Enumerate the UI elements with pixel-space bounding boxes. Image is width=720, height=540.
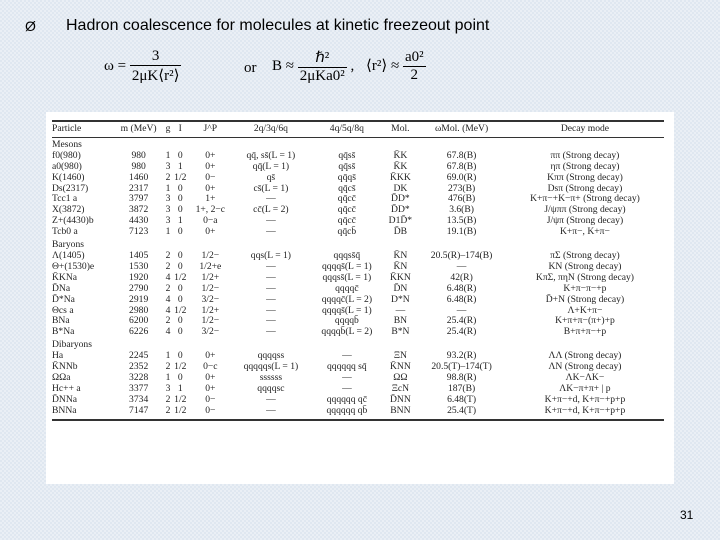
- table-cell: —: [266, 215, 276, 227]
- table-cell: qqqqqq qc̄: [326, 393, 367, 405]
- binding-separator: ,: [350, 57, 355, 74]
- table-cell: K(1460): [52, 171, 85, 183]
- table-cell: Hc++ a: [52, 382, 81, 394]
- table-cell: qqqqc̄: [335, 282, 359, 294]
- table-cell: BNNa: [52, 406, 113, 420]
- header-quark-content: 2q/3q/6q: [232, 121, 311, 137]
- table-cell: 3797: [129, 193, 149, 205]
- binding-fraction: [298, 48, 347, 85]
- table-cell: 25.4(R): [446, 315, 477, 327]
- bullet-marker: Ø: [25, 18, 36, 34]
- table-cell: qq̄(L = 1): [252, 160, 290, 172]
- table-cell: D̄D*: [391, 204, 410, 216]
- table-cell: J/ψπ (Strong decay): [546, 215, 624, 227]
- table-cell: —: [266, 304, 276, 316]
- slide-heading: Hadron coalescence for molecules at kinetic freezeout point: [66, 17, 490, 34]
- radius-numerator: a0²: [404, 49, 424, 65]
- table-cell: Ds(2317): [52, 182, 89, 194]
- table-cell: 1: [177, 215, 183, 227]
- table-cell: BNa: [52, 315, 70, 327]
- table-cell: ππ (Strong decay): [550, 149, 620, 161]
- table-cell: K+π−π−+p: [563, 282, 607, 294]
- table-cell: 2: [165, 260, 171, 272]
- table-cell: 1/2+: [201, 271, 220, 283]
- table-cell: 0−: [205, 393, 216, 405]
- radius-fraction: [403, 49, 426, 84]
- section-label: Baryons: [52, 239, 84, 251]
- table-cell: qq̄, ss̄(L = 1): [246, 149, 296, 161]
- table-cell: f0(980): [52, 149, 81, 161]
- table-cell: K̄K: [393, 160, 408, 172]
- radius-formula-lhs: ⟨r²⟩ ≈: [366, 57, 400, 74]
- table-cell: qqs(L = 1): [250, 249, 291, 261]
- table-cell: K+π−+d, K+π−+p+p: [544, 393, 626, 405]
- table-cell: 2: [165, 249, 171, 261]
- table-cell: K̄KNa: [52, 271, 78, 283]
- table-cell: qq̄cs̄: [338, 182, 356, 194]
- table-cell: D̄+N (Strong decay): [545, 293, 625, 305]
- table-cell: cc̄(L = 2): [253, 204, 289, 216]
- table-cell: qqqss̄(L = 1): [322, 271, 372, 283]
- table-cell: 2: [165, 171, 171, 183]
- table-cell: 20.5(T)–174(T): [431, 361, 492, 373]
- radius-denominator: 2: [410, 67, 419, 83]
- table-cell: 1: [165, 350, 171, 362]
- table-cell: —: [266, 326, 276, 338]
- table-cell: 0: [177, 226, 183, 238]
- table-cell: 1: [177, 382, 183, 394]
- table-cell: Θcs a: [52, 304, 74, 316]
- hadron-table-panel: [46, 112, 674, 484]
- table-cell: 1: [165, 371, 171, 383]
- table-cell: qq̄ss̄: [338, 160, 356, 172]
- table-cell: —: [342, 371, 352, 383]
- table-cell: qqqqs̄(L = 1): [321, 260, 372, 272]
- table-cell: Z+(4430)b: [52, 215, 94, 227]
- header-molecule: Mol.: [384, 121, 418, 137]
- table-cell: K̄N: [393, 260, 408, 272]
- table-cell: 187(B): [447, 382, 476, 394]
- table-cell: 7123: [129, 226, 149, 238]
- binding-numerator: ℏ²: [298, 48, 347, 68]
- table-cell: 42(R): [450, 271, 473, 283]
- table-cell: ηπ (Strong decay): [550, 160, 620, 172]
- table-cell: —: [266, 293, 276, 305]
- table-cell: Λ(1405): [52, 249, 85, 261]
- table-cell: 3: [165, 204, 171, 216]
- table-cell: Kππ (Strong decay): [547, 171, 623, 183]
- table-cell: D̄NN: [389, 393, 411, 405]
- table-cell: 3: [165, 382, 171, 394]
- header-omega: ωMol. (MeV): [417, 121, 506, 137]
- table-row: [52, 227, 664, 238]
- table-cell: 0: [177, 293, 183, 305]
- table-cell: ΛΛ (Strong decay): [548, 350, 622, 362]
- table-cell: 6.48(R): [446, 293, 477, 305]
- table-cell: ΛK−ΛK−: [565, 371, 605, 383]
- table-cell: 0+: [205, 182, 216, 194]
- table-cell: DK: [393, 182, 408, 194]
- table-row: [52, 162, 664, 173]
- table-cell: X(3872): [52, 204, 85, 216]
- table-cell: BN: [393, 315, 408, 327]
- table-cell: 1/2−: [201, 249, 220, 261]
- table-cell: 4: [165, 326, 171, 338]
- table-cell: qqqqqq sq̄: [327, 361, 367, 373]
- table-cell: 1: [177, 160, 183, 172]
- table-cell: K+π−, K+π−: [559, 226, 610, 238]
- table-cell: D̄Na: [52, 282, 71, 294]
- binding-formula: [272, 48, 426, 85]
- table-cell: ΛK−π+π+ | p: [559, 382, 611, 394]
- table-cell: 6200: [129, 315, 149, 327]
- table-cell: 0: [177, 249, 183, 261]
- table-body: [52, 137, 664, 419]
- table-cell: 4430: [129, 215, 149, 227]
- omega-denominator: 2μK⟨r²⟩: [131, 68, 180, 84]
- table-cell: 0+: [205, 371, 216, 383]
- table-cell: 3: [165, 160, 171, 172]
- table-cell: 0: [177, 350, 183, 362]
- table-cell: B*N: [391, 326, 410, 338]
- table-cell: KπΣ, πηN (Strong decay): [535, 271, 634, 283]
- table-cell: —: [266, 193, 276, 205]
- table-cell: ΛN (Strong decay): [548, 361, 622, 373]
- table-cell: 67.8(B): [446, 149, 477, 161]
- table-cell: 3377: [129, 382, 149, 394]
- table-cell: qq̄cc̄: [337, 215, 356, 227]
- table-cell: —: [266, 260, 276, 272]
- table-cell: 1/2: [174, 171, 187, 183]
- table-cell: D̄D*: [391, 193, 410, 205]
- table-cell: —: [266, 271, 276, 283]
- table-cell: D̄B: [393, 226, 408, 238]
- table-cell: 0+: [205, 226, 216, 238]
- section-label: Dibaryons: [52, 339, 92, 351]
- table-cell: qq̄ss̄: [338, 149, 356, 161]
- header-g: g: [165, 121, 172, 137]
- table-row: [52, 173, 664, 184]
- binding-denominator: 2μKa0²: [299, 68, 345, 84]
- table-cell: 4: [165, 271, 171, 283]
- table-cell: 1/2+: [201, 304, 220, 316]
- table-cell: —: [342, 350, 352, 362]
- table-cell: 1+: [205, 193, 216, 205]
- table-cell: Dsπ (Strong decay): [547, 182, 623, 194]
- table-cell: qqqqc̄(L = 2): [321, 293, 373, 305]
- table-cell: 2980: [129, 304, 149, 316]
- formula-or: or: [244, 60, 257, 76]
- table-cell: 2317: [129, 182, 149, 194]
- table-cell: 980: [131, 160, 146, 172]
- table-cell: 3/2−: [201, 293, 220, 305]
- table-cell: 2790: [129, 282, 149, 294]
- table-row: [52, 284, 664, 295]
- table-cell: J/ψππ (Strong decay): [544, 204, 626, 216]
- table-cell: —: [456, 260, 467, 272]
- table-cell: 1/2+e: [199, 260, 222, 272]
- table-row: [52, 406, 664, 420]
- header-particle: Particle: [52, 121, 113, 137]
- header-jp: J^P: [189, 121, 231, 137]
- table-cell: 20.5(R)–174(B): [430, 249, 493, 261]
- omega-formula-lhs: ω =: [104, 57, 127, 74]
- table-cell: 1460: [129, 171, 149, 183]
- table-cell: 0: [177, 204, 183, 216]
- table-cell: 6226: [129, 326, 149, 338]
- table-cell: 1: [165, 149, 171, 161]
- table-cell: 2245: [129, 350, 149, 362]
- table-cell: 1+, 2−c: [195, 204, 226, 216]
- table-cell: πΣ (Strong decay): [550, 249, 620, 261]
- table-cell: K̄KN: [389, 271, 411, 283]
- table-cell: 13.5(B): [446, 215, 477, 227]
- table-cell: 476(B): [447, 193, 476, 205]
- table-cell: 0+: [205, 350, 216, 362]
- table-cell: qqqqqs(L = 1): [243, 361, 299, 373]
- table-cell: BNN: [384, 406, 418, 420]
- table-row: [52, 295, 664, 306]
- table-cell: 0−a: [203, 215, 218, 227]
- table-cell: 0: [177, 282, 183, 294]
- table-cell: 1920: [129, 271, 149, 283]
- table-cell: 1530: [129, 260, 149, 272]
- table-cell: qqqqs̄(L = 1): [321, 304, 372, 316]
- table-cell: 2: [165, 315, 171, 327]
- table-cell: 3228: [129, 371, 149, 383]
- table-cell: a0(980): [52, 160, 82, 172]
- table-cell: 1/2: [171, 406, 189, 420]
- table-cell: 98.8(R): [446, 371, 477, 383]
- table-cell: 1/2: [174, 393, 187, 405]
- table-cell: 1: [165, 182, 171, 194]
- table-cell: 1/2−: [201, 315, 220, 327]
- table-cell: 3872: [129, 204, 149, 216]
- table-cell: D̄*Na: [52, 293, 75, 305]
- table-cell: 0−c: [203, 361, 218, 373]
- table-cell: Λ+K+π−: [567, 304, 603, 316]
- table-cell: 0: [177, 315, 183, 327]
- table-cell: 1/2−: [201, 282, 220, 294]
- table-cell: 0+: [205, 149, 216, 161]
- omega-numerator: 3: [130, 48, 182, 66]
- table-cell: 2: [165, 406, 172, 420]
- table-cell: 3/2−: [201, 326, 220, 338]
- table-cell: qq̄qs̄: [337, 171, 356, 183]
- table-cell: qqqqb̄(L = 2): [321, 326, 373, 338]
- table-cell: 0: [177, 371, 183, 383]
- table-cell: qq̄cc̄: [337, 204, 356, 216]
- table-cell: qqqqb̄: [334, 315, 359, 327]
- table-cell: 0: [177, 326, 183, 338]
- table-cell: K̄KK: [389, 171, 411, 183]
- table-cell: 2: [165, 393, 171, 405]
- table-cell: K+π−+K−π+ (Strong decay): [530, 193, 640, 205]
- table-cell: —: [342, 382, 352, 394]
- table-cell: K+π−+d, K+π−+p+p: [506, 406, 664, 420]
- header-decay-mode: Decay mode: [506, 121, 664, 137]
- table-cell: ΩΩ: [393, 371, 408, 383]
- table-cell: 3: [165, 215, 171, 227]
- table-cell: 2: [165, 282, 171, 294]
- table-cell: 1405: [129, 249, 149, 261]
- table-cell: ΞN: [393, 350, 407, 362]
- table-cell: qs̄: [266, 171, 276, 183]
- table-cell: 6.48(R): [446, 282, 477, 294]
- table-cell: 0−: [189, 406, 231, 420]
- table-cell: 0−: [205, 171, 216, 183]
- table-cell: D̄NNa: [52, 393, 78, 405]
- binding-formula-lhs: B ≈: [272, 57, 294, 74]
- table-cell: ssssss: [259, 371, 283, 383]
- table-header-row: [52, 121, 664, 137]
- table-cell: 3734: [129, 393, 149, 405]
- table-cell: —: [266, 315, 276, 327]
- table-cell: 2352: [129, 361, 149, 373]
- table-cell: Tcb0 a: [52, 226, 78, 238]
- header-isospin: I: [171, 121, 189, 137]
- table-cell: 1/2: [174, 304, 187, 316]
- table-cell: D*N: [391, 293, 410, 305]
- table-cell: 0: [177, 182, 183, 194]
- section-label: Mesons: [52, 138, 82, 150]
- table-cell: D1D̄*: [388, 215, 413, 227]
- table-cell: 67.8(B): [446, 160, 477, 172]
- table-cell: 2919: [129, 293, 149, 305]
- table-cell: K̄N: [393, 249, 408, 261]
- table-cell: Ha: [52, 350, 64, 362]
- page-number: 31: [680, 508, 694, 522]
- table-cell: 19.1(B): [446, 226, 477, 238]
- omega-formula: [104, 48, 181, 85]
- table-cell: KN (Strong decay): [548, 260, 622, 272]
- table-section-row: [52, 137, 664, 150]
- table-cell: qqqqss: [257, 350, 285, 362]
- table-cell: cs̄(L = 1): [253, 182, 289, 194]
- table-cell: 1: [165, 226, 171, 238]
- table-cell: ΞcN: [391, 382, 410, 394]
- table-cell: qqqss̄q̄: [333, 249, 361, 261]
- table-cell: 4: [165, 293, 171, 305]
- table-cell: 0+: [205, 382, 216, 394]
- table-cell: 69.0(R): [446, 171, 477, 183]
- table-cell: —: [266, 393, 276, 405]
- table-cell: B*Na: [52, 326, 75, 338]
- table-cell: 0: [177, 260, 183, 272]
- table-cell: —: [395, 304, 406, 316]
- table-cell: K̄NN: [389, 361, 411, 373]
- table-cell: —: [456, 304, 467, 316]
- table-cell: 25.4(T): [417, 406, 506, 420]
- header-multiquark: 4q/5q/8q: [310, 121, 383, 137]
- table-cell: 0+: [205, 160, 216, 172]
- table-cell: 980: [131, 149, 146, 161]
- header-mass: m (MeV): [113, 121, 165, 137]
- table-cell: Θ+(1530)e: [52, 260, 95, 272]
- table-cell: qq̄cb̄: [337, 226, 357, 238]
- table-cell: B+π+π−+p: [563, 326, 607, 338]
- table-cell: Tcc1 a: [52, 193, 78, 205]
- table-cell: 7147: [113, 406, 165, 420]
- table-cell: 2: [165, 361, 171, 373]
- table-cell: 25.4(R): [446, 326, 477, 338]
- table-cell: 3.6(B): [449, 204, 474, 216]
- table-cell: qqqqsc: [257, 382, 285, 394]
- table-cell: 0: [177, 149, 183, 161]
- table-row: [52, 327, 664, 338]
- table-cell: —: [266, 282, 276, 294]
- table-cell: 3: [165, 193, 171, 205]
- table-cell: D̄N: [393, 282, 408, 294]
- table-cell: qq̄cc̄: [337, 193, 356, 205]
- table-cell: 0: [177, 193, 183, 205]
- table-cell: 93.2(R): [446, 350, 477, 362]
- table-cell: K̄NNb: [52, 361, 78, 373]
- omega-fraction: [130, 48, 182, 85]
- table-cell: 273(B): [447, 182, 476, 194]
- table-cell: qqqqqq qb̄: [310, 406, 383, 420]
- table-cell: K+π+π−(π+)+p: [555, 315, 615, 327]
- table-cell: 1/2: [174, 271, 187, 283]
- table-cell: —: [266, 226, 276, 238]
- hadron-table: [52, 120, 664, 421]
- table-cell: K̄K: [393, 149, 408, 161]
- table-cell: 1/2: [174, 361, 187, 373]
- table-cell: 6.48(T): [447, 393, 477, 405]
- table-cell: ΩΩa: [52, 371, 71, 383]
- table-cell: —: [232, 406, 311, 420]
- table-cell: 4: [165, 304, 171, 316]
